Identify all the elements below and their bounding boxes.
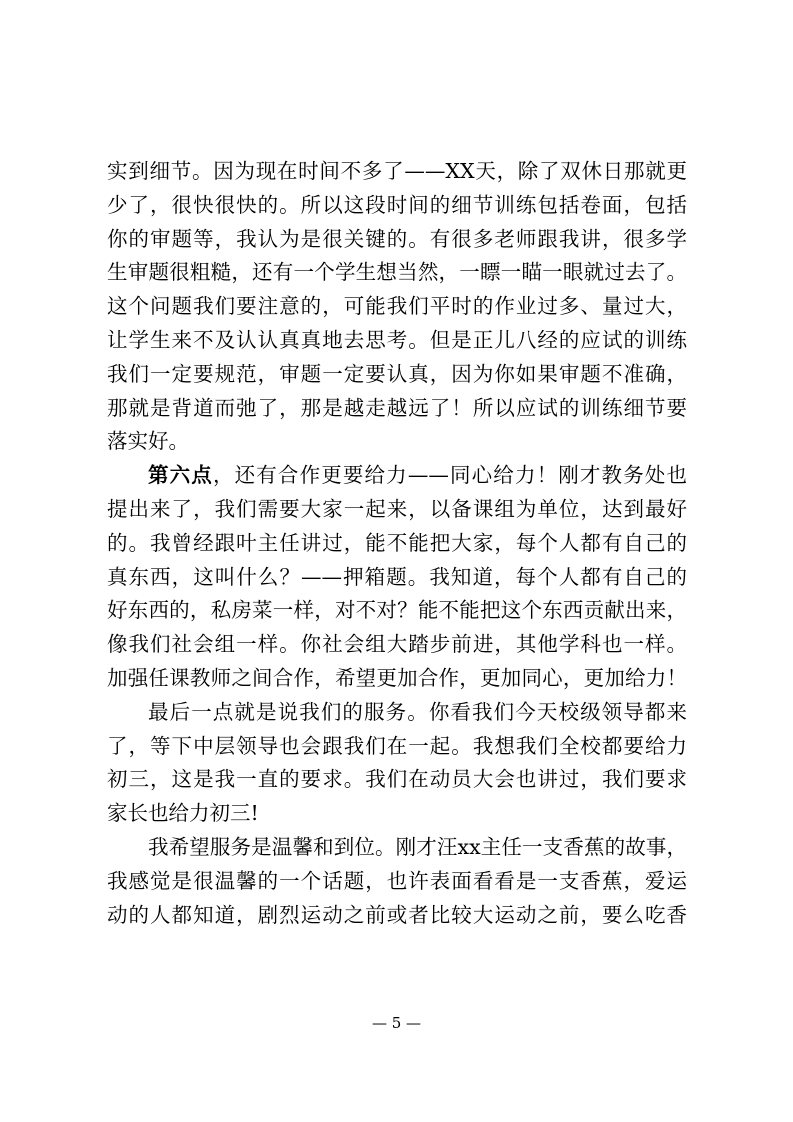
- text-line: 我们一定要规范，审题一定要认真，因为你如果审题不准确，: [107, 361, 687, 386]
- text-line: 少了，很快很快的。所以这段时间的细节训练包括卷面，包括: [107, 192, 687, 217]
- text-line: 你的审题等，我认为是很关键的。有很多老师跟我讲，很多学: [107, 226, 687, 251]
- text-line: 像我们社会组一样。你社会组大踏步前进，其他学科也一样。: [107, 632, 687, 657]
- text-line: 家长也给力初三!: [107, 801, 259, 826]
- text-line: 真东西，这叫什么？——押箱题。我知道，每个人都有自己的: [107, 564, 687, 589]
- point-heading: 第六点: [148, 463, 213, 488]
- text-line: 提出来了，我们需要大家一起来，以备课组为单位，达到最好: [107, 496, 687, 521]
- text-line: 的。我曾经跟叶主任讲过，能不能把大家，每个人都有自己的: [107, 530, 687, 555]
- text-line: 了，等下中层领导也会跟我们在一起。我想我们全校都要给力: [107, 733, 687, 758]
- document-body: [107, 155, 687, 932]
- text-line: 那就是背道而弛了，那是越走越远了！所以应试的训练细节要: [107, 395, 687, 420]
- paragraph-first-line: 我希望服务是温馨和到位。刚才汪xx主任一支香蕉的故事，: [148, 834, 687, 859]
- text-line: 初三，这是我一直的要求。我们在动员大会也讲过，我们要求: [107, 767, 687, 792]
- text-line: 让学生来不及认认真真地去思考。但是正儿八经的应试的训练: [107, 327, 687, 352]
- paragraph-first-line: [107, 459, 687, 493]
- text-line: 我感觉是很温馨的一个话题，也许表面看看是一支香蕉，爱运: [107, 868, 687, 893]
- text-line: 这个问题我们要注意的，可能我们平时的作业过多、量过大，: [107, 294, 687, 319]
- text-line: 落实好。: [107, 429, 189, 454]
- text-line: 实到细节。因为现在时间不多了——XX天，除了双休日那就更: [107, 159, 687, 183]
- text-line: 加强任课教师之间合作，希望更加合作，更加同心，更加给力！: [107, 665, 687, 690]
- page-number: — 5 —: [371, 1014, 422, 1032]
- text-line: 动的人都知道，剧烈运动之前或者比较大运动之前，要么吃香: [107, 902, 687, 927]
- text-line: 生审题很粗糙，还有一个学生想当然，一瞟一瞄一眼就过去了。: [107, 260, 687, 285]
- text-run: ，还有合作更要给力——同心给力！刚才教务处也: [212, 463, 688, 488]
- paragraph-first-line: 最后一点就是说我们的服务。你看我们今天校级领导都来: [148, 699, 687, 724]
- text-line: 好东西的，私房菜一样，对不对？能不能把这个东西贡献出来，: [107, 598, 687, 623]
